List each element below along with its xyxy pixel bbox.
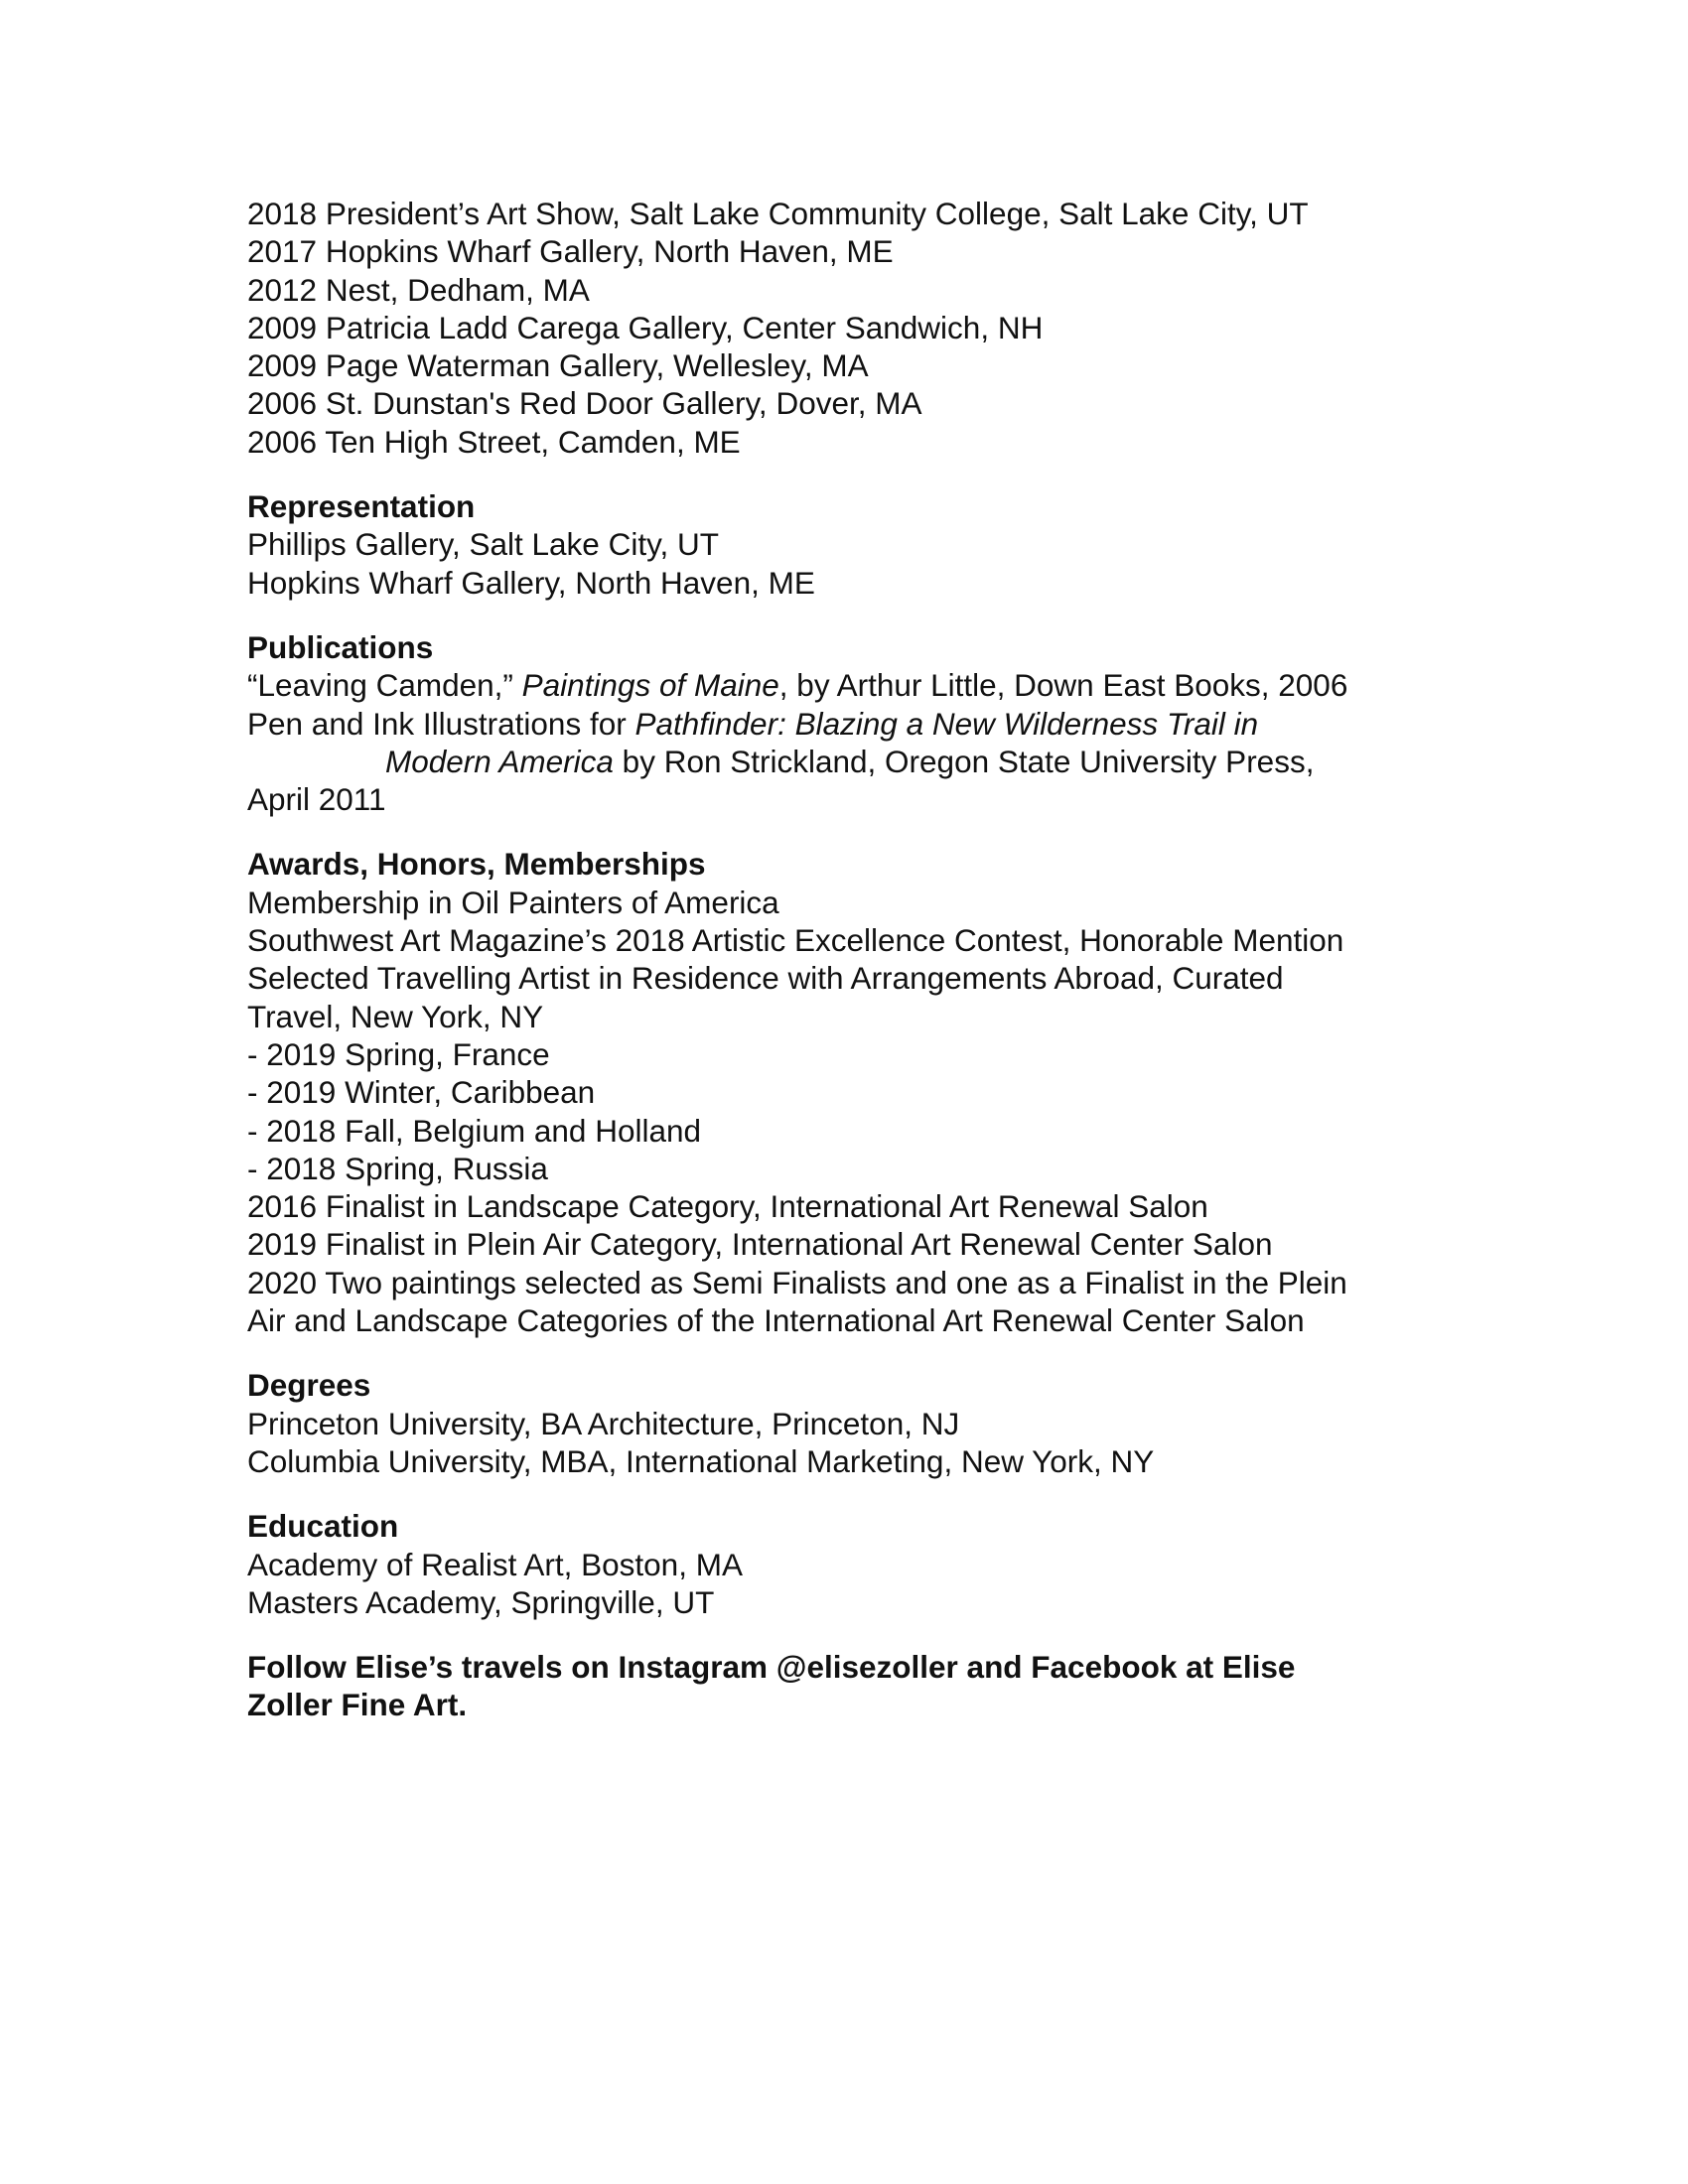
publication-suffix: by Ron Strickland, Oregon State University Press, bbox=[613, 743, 1315, 779]
follow-section bbox=[247, 1648, 1478, 1724]
publication-title: Paintings of Maine bbox=[521, 667, 779, 704]
representation-item: Hopkins Wharf Gallery, North Haven, ME bbox=[247, 564, 815, 601]
award-line: 2019 Finalist in Plein Air Category, International Art Renewal Center Salon bbox=[247, 1226, 1273, 1263]
exhibition-item: 2017 Hopkins Wharf Gallery, North Haven, ME bbox=[247, 233, 894, 270]
degree-item: Princeton University, BA Architecture, Princeton, NJ bbox=[247, 1405, 960, 1441]
exhibitions-list bbox=[247, 195, 1478, 461]
publications-heading: Publications bbox=[247, 628, 434, 665]
exhibition-item: 2009 Page Waterman Gallery, Wellesley, MA bbox=[247, 347, 869, 384]
publications-section bbox=[247, 628, 1478, 818]
representation-section bbox=[247, 487, 1478, 602]
publication-item bbox=[247, 705, 1478, 743]
publication-title: Modern America bbox=[385, 743, 614, 779]
award-line: - 2019 Winter, Caribbean bbox=[247, 1074, 596, 1111]
award-line: 2020 Two paintings selected as Semi Finalists and one as a Finalist in the Plein bbox=[247, 1264, 1347, 1300]
degree-item: Columbia University, MBA, International Marketing, New York, NY bbox=[247, 1442, 1155, 1479]
award-line: - 2018 Spring, Russia bbox=[247, 1150, 548, 1186]
publication-prefix: Pen and Ink Illustrations for bbox=[247, 705, 635, 742]
publication-item-continued bbox=[247, 743, 1478, 780]
education-section bbox=[247, 1507, 1478, 1621]
award-line: Travel, New York, NY bbox=[247, 998, 544, 1034]
exhibition-item: 2006 Ten High Street, Camden, ME bbox=[247, 423, 741, 460]
award-line: - 2018 Fall, Belgium and Holland bbox=[247, 1112, 702, 1149]
exhibition-item: 2006 St. Dunstan's Red Door Gallery, Dover, MA bbox=[247, 385, 922, 422]
exhibition-item: 2018 President’s Art Show, Salt Lake Community College, Salt Lake City, UT bbox=[247, 196, 1309, 231]
awards-heading: Awards, Honors, Memberships bbox=[247, 846, 706, 883]
representation-item: Phillips Gallery, Salt Lake City, UT bbox=[247, 526, 719, 563]
exhibition-item: 2012 Nest, Dedham, MA bbox=[247, 271, 590, 308]
resume-page bbox=[247, 195, 1478, 1724]
publication-title: Pathfinder: Blazing a New Wilderness Trail in bbox=[634, 705, 1259, 742]
award-line: 2016 Finalist in Landscape Category, International Art Renewal Salon bbox=[247, 1188, 1208, 1225]
publication-item bbox=[247, 666, 1478, 704]
degrees-heading: Degrees bbox=[247, 1367, 371, 1404]
education-item: Academy of Realist Art, Boston, MA bbox=[247, 1546, 743, 1582]
award-line: Selected Travelling Artist in Residence with Arrangements Abroad, Curated bbox=[247, 960, 1284, 997]
degrees-section bbox=[247, 1366, 1478, 1480]
publication-suffix: , by Arthur Little, Down East Books, 2006 bbox=[778, 667, 1348, 704]
education-item: Masters Academy, Springville, UT bbox=[247, 1583, 715, 1620]
follow-line: Follow Elise’s travels on Instagram @elisezoller and Facebook at Elise bbox=[247, 1649, 1296, 1686]
award-line: - 2019 Spring, France bbox=[247, 1035, 550, 1072]
publication-prefix: “Leaving Camden,” bbox=[247, 667, 522, 704]
publication-date: April 2011 bbox=[247, 781, 386, 818]
representation-heading: Representation bbox=[247, 488, 476, 525]
awards-section bbox=[247, 845, 1478, 1339]
award-line: Membership in Oil Painters of America bbox=[247, 884, 779, 920]
education-heading: Education bbox=[247, 1508, 399, 1545]
award-line: Southwest Art Magazine’s 2018 Artistic Excellence Contest, Honorable Mention bbox=[247, 922, 1344, 959]
follow-line: Zoller Fine Art. bbox=[247, 1687, 468, 1723]
award-line: Air and Landscape Categories of the International Art Renewal Center Salon bbox=[247, 1302, 1305, 1339]
exhibition-item: 2009 Patricia Ladd Carega Gallery, Center Sandwich, NH bbox=[247, 309, 1044, 345]
